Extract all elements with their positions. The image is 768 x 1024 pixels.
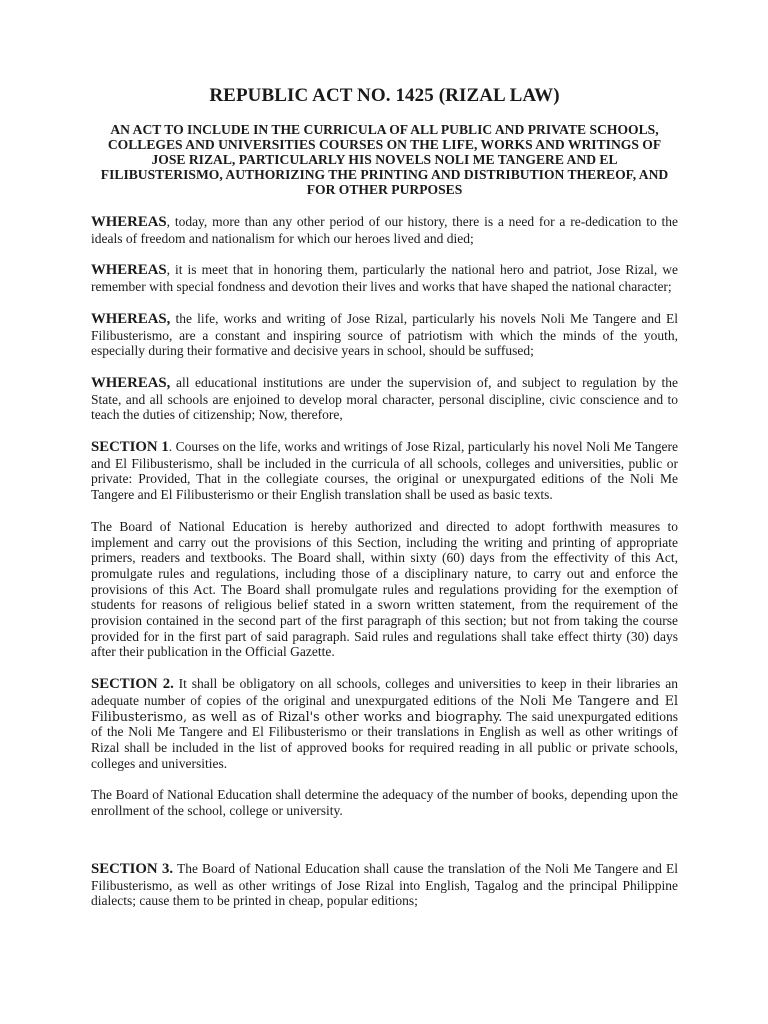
document-page [91, 84, 678, 925]
paragraph-lead: WHEREAS [91, 262, 167, 279]
whereas-paragraph-4 [91, 375, 678, 423]
paragraph-text: The Board of National Education is hereby authorized and directed to adopt forthwith measures to implement and carry out the provisions of this Section, including the writing and printing of appropriate primers, readers and textbooks. The Board shall, within sixty (60) days from the effectivity of this Act, promulgate rules and regulations, including those of a disciplinary nature, to carry out and enforce the provisions of this Act. The Board shall promulgate rules and regulations providing for the exemption of students for reasons of religious belief stated in a sworn written statement, from the requirement of the provision contained in the second part of the first paragraph of this section; but not from taking the course provided for in the first part of said paragraph. Said rules and regulations shall take effect thirty (30) days after their publication in the Official Gazette. [91, 518, 678, 660]
paragraph-text: It shall be obligatory on all schools, colleges and universities to keep in their libraries an adequate number of copies of the original and unexpurgated editions of the [91, 676, 678, 708]
paragraph-text-alt: Noli Me Tangere and El Filibusterismo, as well as of Rizal's other works and biography. [91, 692, 679, 724]
section-3-paragraph [91, 861, 678, 909]
whereas-paragraph-3 [91, 311, 678, 359]
paragraph-text: . Courses on the life, works and writings of Jose Rizal, particularly his novel Noli Me Tangere and El Filibusterismo, shall be included in the curricula of all schools, colleges and universities, public or private: Provided, That in the collegiate courses, the original or unexpurgated editions of the Noli Me Tangere and El Filibusterismo or their English translation shall be used as basic texts. [91, 439, 678, 503]
section-1-paragraph [91, 439, 678, 503]
paragraph-text: the life, works and writing of Jose Rizal, particularly his novels Noli Me Tangere and El Filibusterismo, are a constant and inspiring source of patriotism with which the minds of the youth, especially during their formative and decisive years in school, should be suffused; [91, 310, 678, 359]
paragraph-text: , today, more than any other period of our history, there is a need for a re-dedication to the ideals of freedom and nationalism for which our heroes lived and died; [91, 214, 678, 246]
board-paragraph-1 [91, 519, 678, 660]
paragraph-lead: WHEREAS [91, 214, 167, 230]
paragraph-lead: SECTION 1 [91, 439, 169, 456]
paragraph-text: all educational institutions are under the supervision of, and subject to regulation by the State, and all schools are enjoined to develop moral character, personal discipline, civic conscience and to teach the duties of citizenship; Now, therefore, [91, 374, 678, 423]
whereas-paragraph-2 [91, 262, 678, 294]
paragraph-lead: SECTION 3. [91, 860, 174, 877]
paragraph-text-tail: The said unexpurgated editions of the Noli Me Tangere and El Filibusterismo or their translations in English as well as other writings of Rizal shall be included in the list of approved books for required reading in all public or private schools, colleges and universities. [91, 708, 679, 771]
document-subtitle: AN ACT TO INCLUDE IN THE CURRICULA OF ALL PUBLIC AND PRIVATE SCHOOLS, COLLEGES AND UNIVERSITIES COURSES ON THE LIFE, WORKS AND WRITINGS OF JOSE RIZAL, PARTICULARLY HIS NOVELS NOLI ME TANGERE AND EL FILIBUSTERISMO, AUTHORIZING THE PRINTING AND DISTRIBUTION THEREOF, AND FOR OTHER PURPOSES [100, 122, 669, 197]
paragraph-text: , it is meet that in honoring them, particularly the national hero and patriot, Jose Rizal, we remember with special fondness and devotion their lives and works that have shaped the national character; [91, 262, 678, 295]
paragraph-text: The Board of National Education shall determine the adequacy of the number of books, depending upon the enrollment of the school, college or university. [91, 787, 678, 819]
paragraph-lead: WHEREAS, [91, 374, 171, 391]
paragraph-text: The Board of National Education shall cause the translation of the Noli Me Tangere and El Filibusterismo, as well as other writings of Jose Rizal into English, Tagalog and the principal Philippine dialects; cause them to be printed in cheap, popular editions; [91, 860, 678, 909]
paragraph-lead: SECTION 2. [91, 676, 174, 693]
paragraph-lead: WHEREAS, [91, 310, 171, 327]
section-2-paragraph [91, 676, 678, 771]
board-paragraph-2 [91, 787, 678, 818]
document-title: REPUBLIC ACT NO. 1425 (RIZAL LAW) [209, 85, 560, 106]
whereas-paragraph-1 [91, 214, 678, 246]
